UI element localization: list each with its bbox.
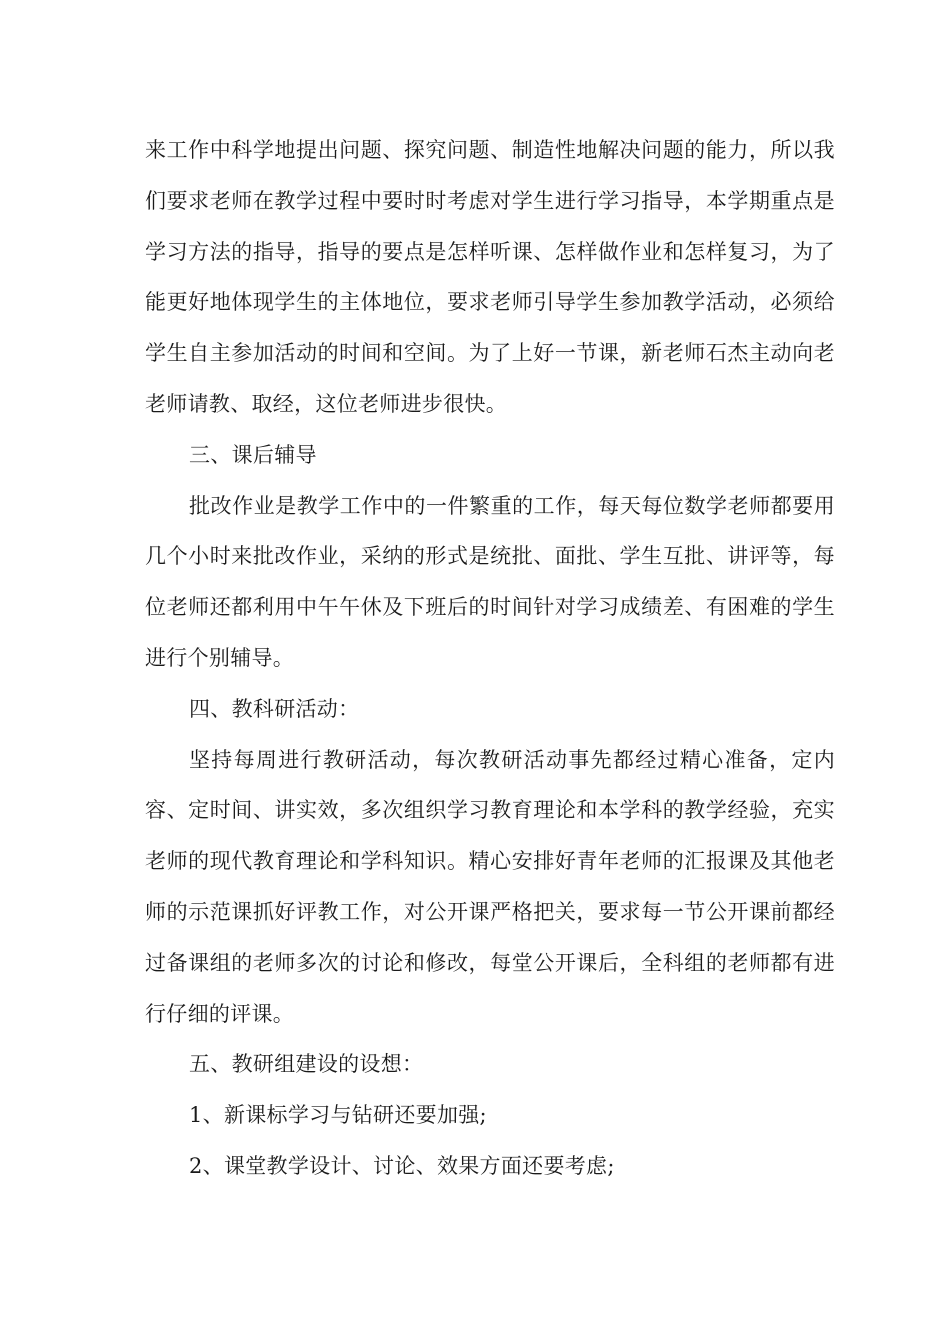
heading-teaching-research: 四、教科研活动： — [189, 696, 360, 721]
heading-group-plans: 五、教研组建设的设想： — [189, 1052, 424, 1077]
paragraph-homework-correction: 批改作业是教学工作中的一件繁重的工作，每天每位数学老师都要用几个小时来批改作业，采纳的形式是统批、面批、学生互批、讲评等，每位老师还都利用中午午休及下班后的时间针对学习成绩差、有困难的学生进行个别辅导。 — [145, 493, 835, 670]
paragraph-weekly-research: 坚持每周进行教研活动，每次教研活动事先都经过精心准备，定内容、定时间、讲实效，多次组织学习教育理论和本学科的教学经验，充实老师的现代教育理论和学科知识。精心安排好青年老师的汇报课及其他老师的示范课抓好评教工作，对公开课严格把关，要求每一节公开课前都经过备课组的老师多次的讨论和修改，每堂公开课后，全科组的老师都有进行仔细的评课。 — [145, 747, 835, 1026]
list-item-2: 2、课堂教学设计、讨论、效果方面还要考虑; — [189, 1153, 615, 1178]
paragraph-guidance-continued: 来工作中科学地提出问题、探究问题、制造性地解决问题的能力，所以我们要求老师在教学过程中要时时考虑对学生进行学习指导，本学期重点是学习方法的指导，指导的要点是怎样听课、怎样做作业和怎样复习，为了能更好地体现学生的主体地位，要求老师引导学生参加教学活动，必须给学生自主参加活动的时间和空间。为了上好一节课，新老师石杰主动向老老师请教、取经，这位老师进步很快。 — [145, 138, 835, 416]
list-item-1: 1、新课标学习与钻研还要加强; — [189, 1103, 487, 1128]
document-body — [145, 125, 835, 1192]
heading-after-class-tutoring: 三、课后辅导 — [189, 442, 317, 467]
